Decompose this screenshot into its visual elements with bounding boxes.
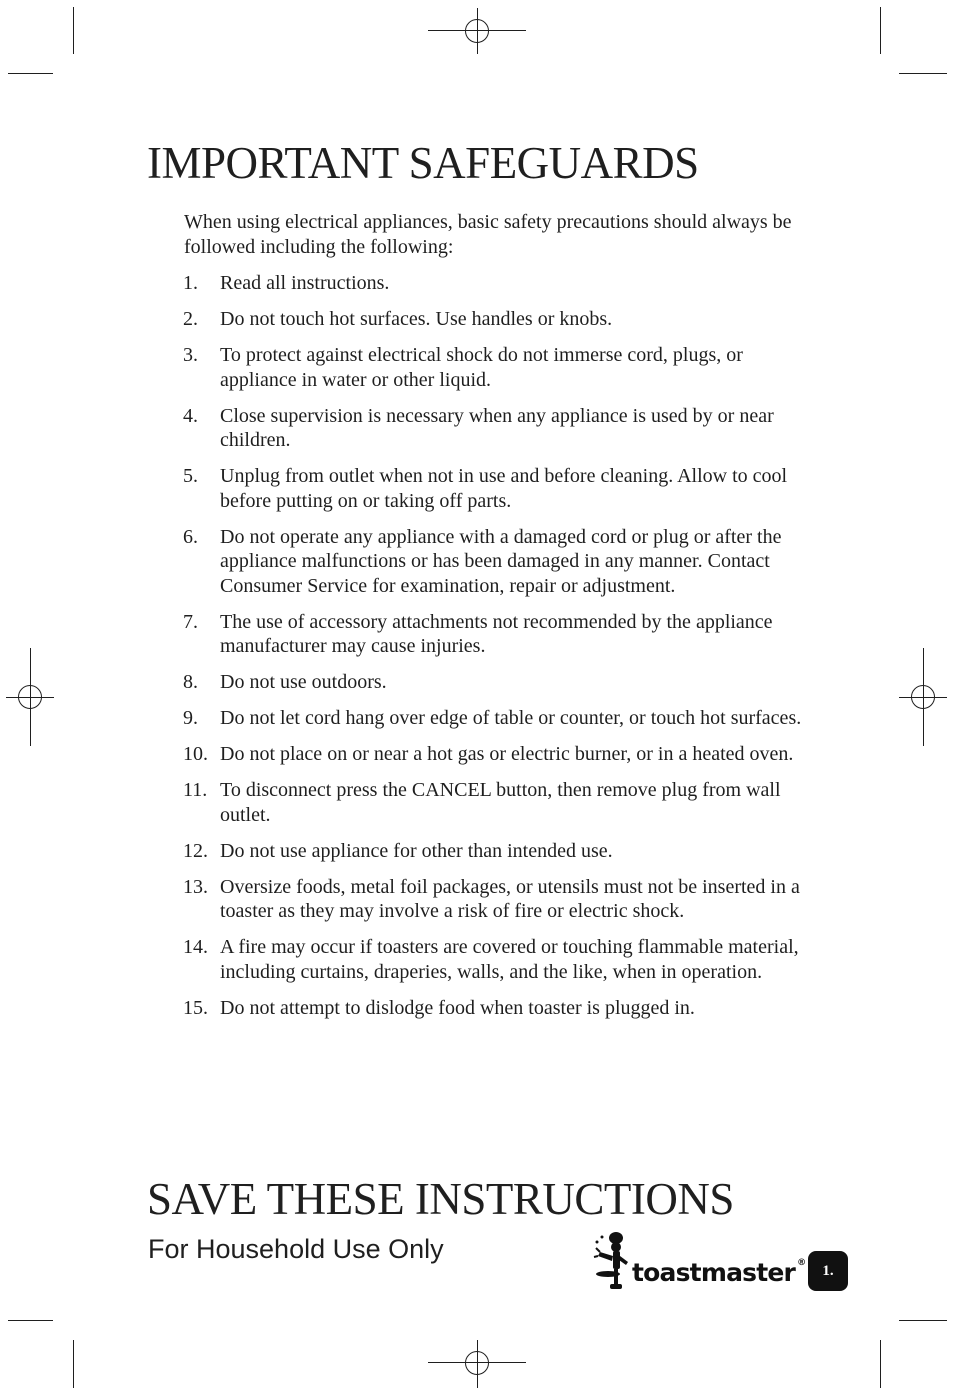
list-item-text: To protect against electrical shock do not immerse cord, plugs, or appliance in water or other liquid. — [220, 344, 743, 391]
crop-mark — [899, 73, 947, 74]
list-item-text: Read all instructions. — [220, 272, 390, 294]
list-item — [183, 875, 823, 924]
list-item — [183, 778, 823, 827]
crop-mark — [73, 7, 74, 54]
list-item-number: 3. — [183, 344, 198, 366]
list-item-text: To disconnect press the CANCEL button, then remove plug from wall outlet. — [220, 779, 781, 826]
list-item — [183, 610, 823, 659]
list-item-number: 12. — [183, 839, 208, 862]
list-item-text: Do not attempt to dislodge food when toaster is plugged in. — [220, 996, 695, 1019]
registration-mark — [465, 19, 489, 43]
list-item-text: A fire may occur if toasters are covered or touching flammable material, including curtains, draperies, walls, and the like, when in operation. — [220, 936, 799, 983]
registration-mark — [465, 1351, 489, 1375]
registration-mark — [911, 685, 935, 709]
list-item-text: Oversize foods, metal foil packages, or utensils must not be inserted in a toaster as they may involve a risk of fire or electric shock. — [220, 875, 800, 922]
list-item — [183, 404, 823, 453]
toastmaster-logo — [592, 1230, 806, 1294]
page-number-badge: 1. — [808, 1251, 848, 1291]
list-item-number: 14. — [183, 936, 208, 958]
list-item-text: Do not let cord hang over edge of table or counter, or touch hot surfaces. — [220, 707, 802, 729]
chef-mascot-icon — [592, 1230, 632, 1294]
list-item-text: Do not place on or near a hot gas or electric burner, or in a heated oven. — [220, 743, 794, 765]
list-item — [183, 343, 823, 392]
list-item-number: 1. — [183, 272, 198, 294]
brand-wordmark: toastmaster ® — [632, 1258, 806, 1287]
household-use-note: For Household Use Only — [148, 1234, 444, 1264]
list-item-number: 6. — [183, 525, 198, 548]
list-item — [183, 307, 823, 332]
list-item-number: 4. — [183, 404, 198, 427]
save-instructions-heading: SAVE THESE INSTRUCTIONS — [147, 1174, 734, 1224]
list-item — [183, 271, 823, 296]
list-item-text: Do not operate any appliance with a damaged cord or plug or after the appliance malfunctions or has been damaged in any manner. Contact Consumer Service for examination, repair or adjustment. — [220, 525, 782, 597]
list-item-number: 15. — [183, 996, 208, 1019]
list-item-number: 10. — [183, 743, 208, 765]
list-item-text: The use of accessory attachments not recommended by the appliance manufacturer may cause injuries. — [220, 610, 773, 657]
crop-mark — [899, 1320, 947, 1321]
list-item — [183, 464, 823, 513]
list-item-number: 2. — [183, 308, 198, 330]
crop-mark — [8, 73, 53, 74]
list-item-number: 8. — [183, 671, 198, 693]
list-item-text: Do not use appliance for other than intended use. — [220, 839, 613, 862]
list-item — [183, 706, 823, 731]
list-item-number: 7. — [183, 610, 198, 633]
list-item-text: Do not use outdoors. — [220, 671, 387, 693]
list-item-number: 9. — [183, 707, 198, 729]
list-item-text: Close supervision is necessary when any appliance is used by or near children. — [220, 404, 774, 451]
page-title: IMPORTANT SAFEGUARDS — [147, 138, 699, 188]
list-item — [183, 839, 823, 864]
list-item-number: 5. — [183, 465, 198, 487]
list-item-number: 11. — [183, 779, 208, 801]
list-item-text: Do not touch hot surfaces. Use handles or knobs. — [220, 308, 613, 330]
list-item-number: 13. — [183, 875, 208, 898]
list-item — [183, 742, 823, 767]
crop-mark — [880, 7, 881, 54]
list-item — [183, 670, 823, 695]
intro-paragraph: When using electrical appliances, basic safety precautions should always be followed including the following: — [184, 211, 792, 258]
crop-mark — [8, 1320, 53, 1321]
list-item — [183, 996, 823, 1021]
list-item-text: Unplug from outlet when not in use and before cleaning. Allow to cool before putting on or taking off parts. — [220, 465, 788, 512]
crop-mark — [73, 1340, 74, 1388]
registration-mark — [18, 685, 42, 709]
list-item — [183, 525, 823, 599]
safeguards-list — [183, 271, 823, 1032]
list-item — [183, 935, 823, 984]
crop-mark — [880, 1340, 881, 1388]
